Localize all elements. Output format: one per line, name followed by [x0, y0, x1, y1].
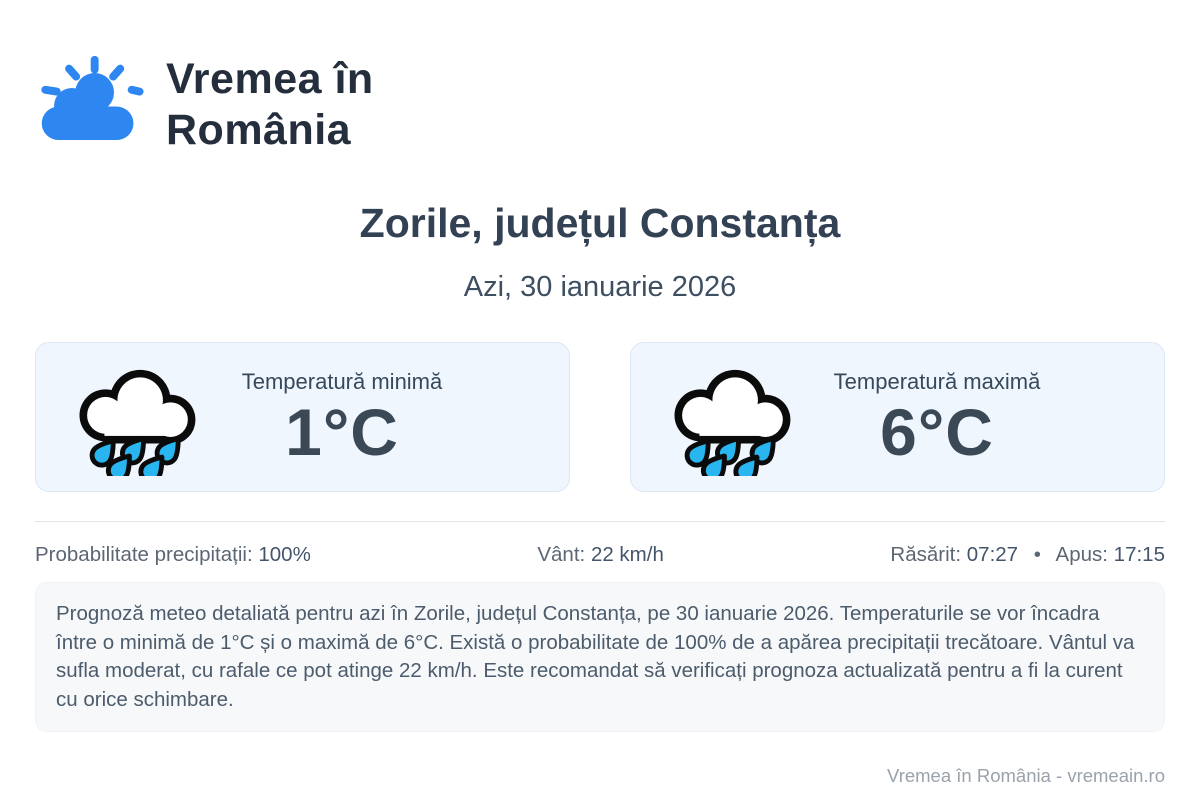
wind-label: Vânt:	[537, 543, 586, 566]
logo-text-line2: România	[166, 106, 352, 154]
precipitation-label: Probabilitate precipitații:	[35, 543, 253, 566]
forecast-description: Prognoză meteo detaliată pentru azi în Zorile, județul Constanța, pe 30 ianuarie 2026. Temperaturile se vor încadra între o minimă de 1°C și o maximă de 6°C. Există o probabilitate de 100% de a apărea precipitații trecătoare. Vântul va sufla moderat, cu rafale ce pot atinge 22 km/h. Este recomandat să verificați prognoza actualizată pentru a fi la curent cu orice schimbare.	[35, 582, 1165, 732]
temperature-cards	[35, 342, 1165, 492]
stats-row	[35, 543, 1165, 567]
footer-credit: Vremea în România - vremeain.ro	[887, 765, 1165, 786]
max-temperature-card	[630, 342, 1165, 492]
date-subtitle: Azi, 30 ianuarie 2026	[463, 271, 737, 303]
max-temperature-label: Temperatură maximă	[833, 369, 1041, 394]
logo-text	[166, 50, 374, 156]
sun-times-stat	[890, 543, 1165, 567]
sun-cloud-icon	[40, 50, 144, 149]
rain-cloud-icon	[667, 359, 799, 476]
wind-value: 22 km/h	[590, 543, 664, 566]
max-temperature-text	[817, 369, 1057, 469]
divider	[35, 521, 1165, 522]
logo-text-line1: Vremea în	[166, 55, 374, 103]
page-title: Zorile, județul Constanța	[359, 200, 841, 246]
sunrise-label: Răsărit:	[890, 543, 962, 566]
sunrise-value: 07:27	[966, 543, 1019, 566]
min-temperature-value: 1°C	[285, 395, 399, 469]
min-temperature-label: Temperatură minimă	[241, 369, 443, 394]
site-logo	[40, 0, 1165, 156]
sunset-value: 17:15	[1113, 543, 1165, 566]
wind-stat	[537, 543, 664, 567]
min-temperature-card	[35, 342, 570, 492]
min-temperature-text	[222, 369, 462, 469]
max-temperature-value: 6°C	[880, 395, 994, 469]
precipitation-stat	[35, 543, 311, 567]
precipitation-value: 100%	[258, 543, 311, 566]
sunset-label: Apus:	[1055, 543, 1108, 566]
bullet-separator: •	[1033, 543, 1041, 566]
rain-cloud-icon	[72, 359, 204, 476]
